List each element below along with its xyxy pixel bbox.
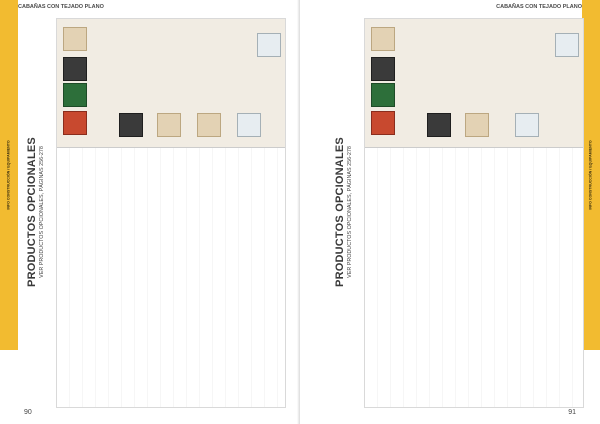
product-thumbnail	[157, 113, 181, 137]
side-tab	[582, 0, 600, 350]
section-subtitle: VER PRODUCTOS OPCIONALES, PÁGINAS 256-278	[347, 146, 353, 278]
product-thumbnail	[63, 111, 87, 135]
product-image-strip	[365, 19, 583, 148]
product-thumbnail	[371, 111, 395, 135]
page-content	[334, 18, 582, 406]
product-thumbnail	[63, 27, 87, 51]
product-thumbnail	[371, 57, 395, 81]
table-body	[57, 148, 285, 407]
section-subtitle: VER PRODUCTOS OPCIONALES, PÁGINAS 256-278	[39, 146, 45, 278]
section-heading	[334, 18, 356, 406]
product-thumbnail	[63, 83, 87, 107]
side-tab	[0, 0, 18, 350]
product-image-strip	[57, 19, 285, 148]
product-thumbnail	[555, 33, 579, 57]
product-thumbnail	[371, 83, 395, 107]
product-thumbnail	[119, 113, 143, 137]
page-number: 91	[568, 409, 576, 416]
product-table	[56, 18, 286, 408]
product-thumbnail	[63, 57, 87, 81]
table-body	[365, 148, 583, 407]
page-number: 90	[24, 409, 32, 416]
section-title: PRODUCTOS OPCIONALES	[26, 137, 38, 287]
side-tab-label: INFO CONSTRUCCIÓN / EQUIPAMIENTO	[589, 140, 594, 210]
section-heading	[26, 18, 48, 406]
product-thumbnail	[427, 113, 451, 137]
product-thumbnail	[237, 113, 261, 137]
product-thumbnail	[371, 27, 395, 51]
product-thumbnail	[257, 33, 281, 57]
running-header: CABAÑAS CON TEJADO PLANO	[496, 4, 582, 10]
page-content	[26, 18, 284, 406]
right-page	[300, 0, 600, 424]
product-table	[364, 18, 584, 408]
product-thumbnail	[515, 113, 539, 137]
running-header: CABAÑAS CON TEJADO PLANO	[18, 4, 104, 10]
side-tab-label: INFO CONSTRUCCIÓN / EQUIPAMIENTO	[7, 140, 12, 210]
product-thumbnail	[465, 113, 489, 137]
product-thumbnail	[197, 113, 221, 137]
section-title: PRODUCTOS OPCIONALES	[334, 137, 346, 287]
